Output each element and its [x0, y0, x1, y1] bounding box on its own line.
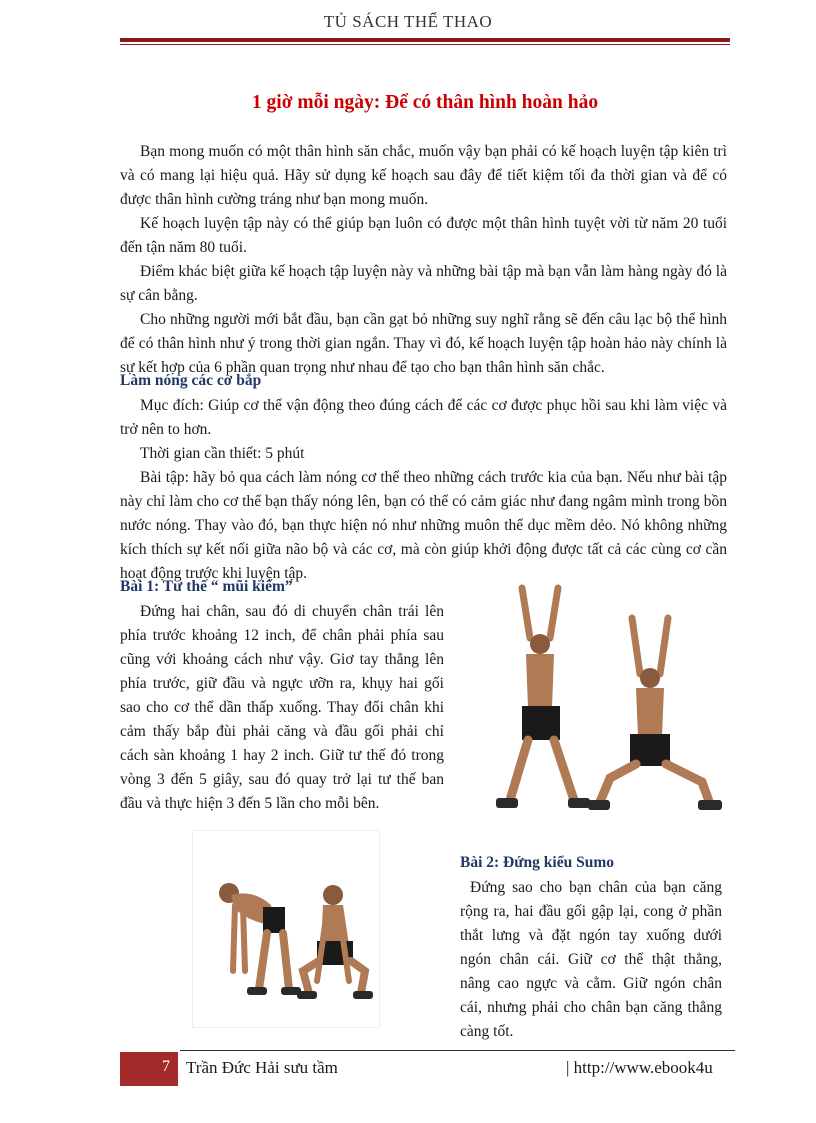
intro-paragraph-3: Điểm khác biệt giữa kế hoạch tập luyện này và những bài tập mà bạn vẫn làm hàng ngày đó là sự cân bằng.	[120, 263, 727, 304]
ex2-heading: Bài 2: Đứng kiểu Sumo	[460, 854, 615, 871]
running-header: TỦ SÁCH THỂ THAO	[323, 12, 493, 31]
intro-paragraph-4: Cho những người mới bắt đầu, bạn cần gạt bỏ những suy nghĩ rằng sẽ đến câu lạc bộ thể hình để có thân hình như ý trong thời gian ngắn. Thay vì đó, kế hoạch luyện tập hoàn hảo này chính là sự kết hợp của 6 phần quan trọng như nhau để tạo cho bạn thân hình săn chắc.	[120, 311, 727, 376]
lunge-illustration	[470, 578, 730, 826]
warmup-time: Thời gian cần thiết: 5 phút	[140, 445, 305, 462]
ex2-text: Đứng sao cho bạn chân của bạn căng rộng ra, hai đầu gối gập lại, cong ở phần thắt lưng và đặt ngón tay xuống dưới ngón chân cái. Giữ cơ thể thật thẳng, nâng cao ngực và cằm. Giữ ngón chân cái, nhưng phải cho chân bạn căng thẳng càng tốt.	[460, 879, 722, 1040]
warmup-heading: Làm nóng các cơ bắp	[120, 372, 262, 389]
ex1-text: Đứng hai chân, sau đó di chuyển chân trái lên phía trước khoảng 12 inch, để chân phải phía sau cũng với khoảng cách như vậy. Giơ tay thẳng lên phía trước, giữ đầu và ngực ưỡn ra, khụy hai gối sao cho cơ thể dần thấp xuống. Thay đổi chân khi cảm thấy bắp đùi phải căng và đầu gối phải chỉ cách sàn khoảng 1 hay 2 inch. Giữ tư thế đó trong vòng 3 đến 5 giây, sau đó quay trở lại tư thế ban đầu và thực hiện 3 đến 5 lần cho mỗi bên.	[120, 603, 444, 812]
footer-url: | http://www.ebook4u	[566, 1058, 713, 1077]
page-title: 1 giờ mỗi ngày: Để có thân hình hoàn hảo	[251, 92, 599, 113]
lunge-figure	[470, 578, 730, 826]
lunging-figure	[588, 618, 722, 810]
footer-rule	[180, 1050, 735, 1051]
sumo-illustration	[193, 831, 379, 1027]
ex1-heading: Bài 1: Tư thế “ mũi kiếm”	[120, 578, 293, 595]
warmup-purpose: Mục đích: Giúp cơ thể vận động theo đúng cách để các cơ được phục hồi sau khi làm việc và trở nên to hơn.	[120, 397, 727, 438]
intro-paragraph-1: Bạn mong muốn có một thân hình săn chắc, muốn vậy bạn phải có kế hoạch luyện tập kiên trì và có mang lại hiệu quả. Hãy sử dụng kế hoạch sau đây để tiết kiệm tối đa thời gian và để có được thân hình cường tráng như bạn mong muốn.	[120, 143, 727, 208]
warmup-exercise: Bài tập: hãy bỏ qua cách làm nóng cơ thể theo những cách trước kia của bạn. Nếu như bài tập này chỉ làm cho cơ thể bạn thấy nóng lên, bạn có thể có cảm giác như đang ngâm mình trong bồn nước nóng. Thay vào đó, bạn thực hiện nó như những muôn thể dục mềm dẻo. Nó không những kích thích sự kết nối giữa não bộ và các cơ, mà còn giúp khởi động được tất cả các cùng cơ cần hoạt động trước khi luyện tập.	[120, 469, 727, 582]
header-rule	[120, 38, 730, 42]
squatting-figure	[297, 885, 373, 999]
standing-figure	[496, 588, 590, 808]
footer-author: Trần Đức Hải sưu tầm	[186, 1058, 338, 1077]
bending-figure	[219, 883, 301, 995]
intro-paragraph-2: Kế hoạch luyện tập này có thể giúp bạn luôn có được một thân hình tuyệt vời từ năm 20 tuổi đến tận năm 80 tuổi.	[120, 215, 727, 256]
sumo-figure	[192, 830, 380, 1028]
page-number: 7	[120, 1052, 178, 1086]
header-rule-thin	[120, 44, 730, 45]
